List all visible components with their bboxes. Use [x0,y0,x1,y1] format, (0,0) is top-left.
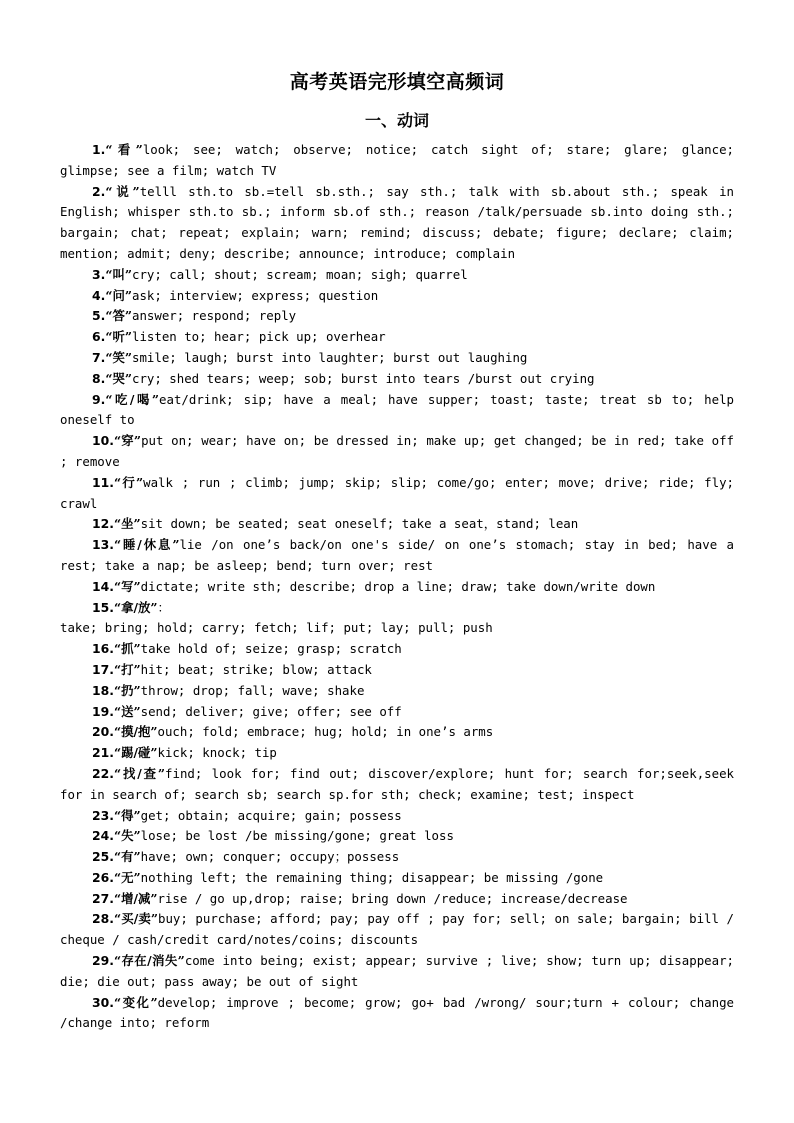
entry-keyword: “有” [113,849,141,865]
entry-number: 11. [92,474,114,490]
vocabulary-list [60,140,734,1034]
vocab-entry [60,702,734,723]
entry-number: 25. [92,849,114,865]
vocab-entry [60,577,734,598]
entry-words: cry; call; shout; scream; moan; sigh; quarrel [132,266,468,282]
entry-number: 4. [92,287,106,303]
entry-words: get; obtain; acquire; gain; possess [140,807,402,823]
vocab-entry [60,348,734,369]
entry-number: 21. [92,745,114,761]
entry-number: 22. [92,765,114,781]
entry-keyword: “无” [113,869,141,885]
entry-number: 1. [92,142,106,157]
vocab-entry [60,286,734,307]
entry-keyword: “听” [105,329,132,345]
entry-keyword: “叫” [105,266,132,282]
document-title: 高考英语完形填空高频词 [289,71,505,93]
entry-number: 15. [92,599,114,615]
entry-words: telll sth.to sb.=tell sb.sth.; say sth.; talk with sb.about sth.; speak in English; whisper sth.to sb.; inform sb.of sth.; reason /talk/persuade sb.into doing sth.; bargain; chat; repeat; explain; warn; remind; discuss; debate; figure; declare; claim; mention; admit; deny; describe; announce; introduce; complain [60,183,734,261]
vocab-entry [60,909,734,951]
entry-words: rise / go up,drop; raise; bring down /reduce; increase/decrease [157,890,628,906]
entry-words: send; deliver; give; offer; see off [140,703,402,719]
vocab-entry [60,889,734,910]
entry-words: smile; laugh; burst into laughter; burst out laughing [132,349,528,365]
entry-words: ouch; fold; embrace; hug; hold; in one’s arms [157,724,494,740]
entry-words: answer; respond; reply [132,308,297,324]
vocab-entry [60,722,734,743]
entry-words: walk ; run ; climb; jump; skip; slip; come/go; enter; move; drive; ride; fly; crawl [60,474,734,511]
vocab-entry [60,993,734,1035]
entry-keyword: “问” [105,287,132,303]
entry-keyword: “行” [113,474,144,490]
entry-number: 5. [92,308,106,324]
entry-keyword: “拿/放” [113,599,158,615]
entry-number: 2. [92,183,106,199]
vocab-entry [60,826,734,847]
entry-number: 3. [92,266,106,282]
entry-number: 7. [92,349,106,365]
entry-number: 13. [92,537,114,553]
entry-words: kick; knock; tip [157,745,277,761]
entry-number: 6. [92,329,106,345]
entry-keyword: “扔” [113,682,141,698]
entry-keyword: “坐” [113,516,141,532]
entry-words: listen to; hear; pick up; overhear [132,329,386,345]
entry-keyword: “哭” [105,370,132,386]
entry-number: 29. [92,953,114,969]
entry-keyword: “增/减” [113,890,158,906]
entry-keyword: “看” [105,142,143,157]
entry-keyword: “失” [113,828,141,844]
entry-number: 10. [92,433,114,449]
entry-words: cry; shed tears; weep; sob; burst into tears /burst out crying [132,370,595,386]
entry-number: 19. [92,703,114,719]
entry-keyword: “打” [113,661,141,677]
vocab-entry [60,764,734,806]
entry-number: 20. [92,724,114,740]
vocab-entry [60,535,734,577]
entry-words: take hold of; seize; grasp; scratch [140,641,402,657]
document-page [60,68,734,1034]
entry-number: 26. [92,869,114,885]
entry-number: 30. [92,994,114,1010]
entry-number: 23. [92,807,114,823]
vocab-entry [60,182,734,265]
entry-words: come into being; exist; appear; survive ; live; show; turn up; disappear; die; die out; pass away; be out of sight [60,953,734,989]
vocab-entry [60,369,734,390]
entry-keyword: “吃/喝” [105,391,160,407]
entry-words-continued: take; bring; hold; carry; fetch; lif; put; lay; pull; push [60,620,493,636]
entry-number: 24. [92,828,114,844]
entry-keyword: “送” [113,703,141,719]
entry-number: 18. [92,682,114,698]
entry-words: buy; purchase; afford; pay; pay off ; pay for; sell; on sale; bargain; bill / cheque / cash/credit card/notes/coins; discounts [60,911,735,948]
entry-words: put on; wear; have on; be dressed in; make up; get changed; be in red; take off ; remove [60,433,734,469]
entry-keyword: “得” [113,807,141,823]
vocab-entry [60,140,734,182]
entry-words: throw; drop; fall; wave; shake [140,682,365,698]
entry-words: eat/drink; sip; have a meal; have supper; toast; taste; treat sb to; help oneself to [60,391,734,428]
entry-keyword: “买/卖” [113,911,158,927]
entry-number: 27. [92,890,114,906]
vocab-entry [60,639,734,660]
section-title: 一、动词 [364,111,429,130]
vocab-entry [60,660,734,681]
entry-words: develop; improve ; become; grow; go+ bad /wrong/ sour;turn + colour; change /change into; reform [60,994,734,1031]
entry-words: lie /on one’s back/on one's side/ on one’s stomach; stay in bed; have a rest; take a nap; be asleep; bend; turn over; rest [60,537,735,573]
entry-words: sit down; be seated; seat oneself; take a seat，stand; lean [140,516,579,532]
vocab-entry [60,327,734,348]
entry-words: ask; interview; express; question [132,287,379,303]
entry-words: lose; be lost /be missing/gone; great loss [140,828,454,844]
vocab-entry [60,514,734,535]
entry-words: find; look for; find out; discover/explore; hunt for; search for;seek,seek for in search of; search sb; search sp.for sth; check; examine; test; inspect [60,765,735,802]
vocab-entry [60,868,734,889]
entry-number: 12. [92,516,114,532]
entry-keyword: “穿” [113,433,142,449]
entry-number: 14. [92,578,114,594]
vocab-entry [60,951,734,993]
vocab-entry [60,681,734,702]
entry-number: 9. [92,391,106,407]
entry-words: hit; beat; strike; blow; attack [140,661,372,677]
entry-words: nothing left; the remaining thing; disappear; be missing /gone [140,869,604,885]
entry-number: 16. [92,641,114,657]
entry-words: look; see; watch; observe; notice; catch sight of; stare; glare; glance; glimpse; see a film; watch TV [60,142,734,178]
entry-keyword: “找/查” [113,765,166,781]
entry-keyword: “睡/休息” [113,537,180,553]
entry-keyword: “变化” [113,994,158,1010]
entry-keyword: “踢/碰” [113,745,158,761]
entry-words: dictate; write sth; describe; drop a line; draw; take down/write down [140,578,656,594]
vocab-entry [60,806,734,827]
entry-words: ： [157,599,170,615]
entry-keyword: “写” [113,578,141,594]
entry-number: 28. [92,911,114,927]
vocab-entry [60,306,734,327]
entry-keyword: “说” [105,183,140,199]
vocab-entry [60,847,734,868]
vocab-entry [60,265,734,286]
entry-keyword: “抓” [113,641,141,657]
entry-number: 17. [92,661,114,677]
vocab-entry [60,743,734,764]
entry-words: have; own; conquer; occupy；possess [140,849,400,865]
entry-keyword: “存在/消失” [113,953,185,969]
vocab-entry [60,473,734,515]
entry-keyword: “摸/抱” [113,724,158,740]
vocab-entry [60,390,734,432]
entry-keyword: “笑” [105,349,132,365]
vocab-entry [60,431,734,473]
entry-keyword: “答” [105,308,132,324]
vocab-entry [60,598,734,640]
entry-number: 8. [92,370,106,386]
